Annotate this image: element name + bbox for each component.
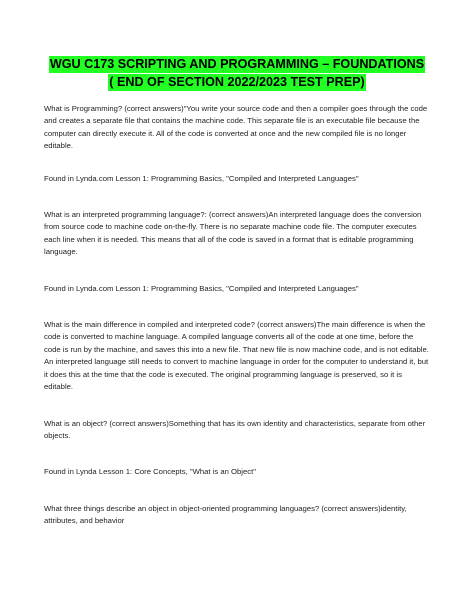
qa-paragraph-programming: What is Programming? (correct answers)"You write your source code and then a compiler goes through the code and creates a separate file that contains the machine code. This separate file is an executable file because the computer can directly execute it. All of the code is converted at once and the new compiled file is no longer editable.: [44, 104, 428, 151]
qa-paragraph-compiled-vs-interpreted: What is the main difference in compiled and interpreted code? (correct answers)The main difference is when the code is converted to machine language. A compiled language converts all of the code at one time, before the code is run by the machine, and saves this into a new file. That new file is now machine code, and is not editable. An interpreted language still needs to convert to machine language in order for the computer to understand it, but it does this at the time that the code is executed. The original programming language is preserved, so it is editable.: [44, 320, 429, 392]
qa-paragraph-interpreted-language: What is an interpreted programming language?: (correct answers)An interpreted language does the conversion from source code to machine code on-the-fly. There is no separate machine code file. The computer executes each line when it is needed. This means that all of the code is saved in a format that is editable programming language.: [44, 210, 422, 257]
title-line-1: WGU C173 SCRIPTING AND PROGRAMMING – FOUNDATIONS: [49, 57, 425, 71]
document-title: [44, 55, 430, 91]
qa-paragraph-object: What is an object? (correct answers)Something that has its own identity and characteristics, separate from other objects.: [44, 418, 426, 440]
source-reference-2: Found in Lynda.com Lesson 1: Programming Basics, "Compiled and Interpreted Languages": [44, 283, 359, 293]
source-reference-1: Found in Lynda.com Lesson 1: Programming Basics, "Compiled and Interpreted Languages": [44, 173, 359, 183]
qa-paragraph-object-description: What three things describe an object in object-oriented programming languages? (correct answers)identity, attributes, and behavior: [44, 503, 407, 526]
title-line-2: ( END OF SECTION 2022/2023 TEST PREP): [109, 75, 365, 89]
source-reference-3: Found in Lynda Lesson 1: Core Concepts, "What is an Object": [44, 467, 256, 477]
